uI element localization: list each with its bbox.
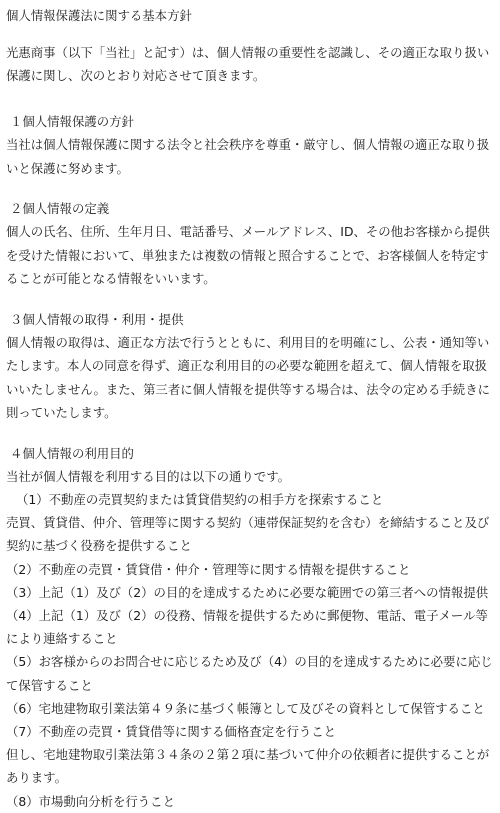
purpose-item: （4）上記（1）及び（2）の役務、情報を提供するために郵便物、電話、電子メール等により連絡すること (6, 608, 488, 647)
document-title: 個人情報保護法に関する基本方針 (6, 8, 192, 23)
section-body: 個人情報の取得は、適正な方法で行うとともに、利用目的を明確にし、公表・通知等いたします。本人の同意を得ず、適正な利用目的の必要な範囲を超えて、個人情報を取扱いいたしません。また、第三者に個人情報を提供等する場合は、法令の定める手続きに則っていたします。 (6, 334, 490, 420)
purpose-item: （2）不動産の売買・賃貸借・仲介・管理等に関する情報を提供すること (6, 561, 411, 577)
intro-paragraph: 光惠商事（以下「当社」と記す）は、個人情報の重要性を認識し、その適正な取り扱い保護に関し、次のとおり対応させて頂きます。 (6, 45, 490, 83)
purpose-item: （5）お客様からのお問合せに応じるため及び（4）の目的を達成するために必要に応じて保管すること (6, 654, 493, 693)
purpose-item: 売買、賃貸借、仲介、管理等に関する契約（連帯保証契約を含む）を締結すること及び契約に基づく役務を提供すること (6, 515, 490, 554)
section-definition (6, 198, 494, 291)
section-acquisition (6, 309, 494, 425)
section-heading: ２個人情報の定義 (10, 201, 110, 216)
section-body: 当社が個人情報を利用する目的は以下の通りです。 (6, 468, 290, 484)
purpose-item: （6）宅地建物取引業法第４９条に基づく帳簿として及びその資料として保管すること (6, 700, 485, 716)
section-heading: ４個人情報の利用目的 (10, 445, 134, 461)
purpose-item: （1）不動産の売買契約または賃貸借契約の相手方を探索すること (16, 492, 384, 507)
purpose-item: （3）上記（1）及び（2）の目的を達成するために必要な範囲での第三者への情報提供 (6, 584, 489, 600)
section-policy (6, 111, 494, 180)
purpose-item: （8）市場動向分析を行うこと (6, 793, 175, 809)
purpose-item: 但し、宅地建物取引業法第３４条の２第２項に基づいて仲介の依頼者に提供することがあります。 (6, 747, 490, 786)
section-heading: １個人情報保護の方針 (10, 114, 134, 129)
section-body: 当社は個人情報保護に関する法令と社会秩序を尊重・厳守し、個人情報の適正な取り扱いと保護に努めます。 (6, 137, 490, 176)
section-heading: ３個人情報の取得・利用・提供 (10, 311, 184, 327)
section-purpose (6, 443, 494, 813)
purpose-item: （7）不動産の売買・賃貸借等に関する価格査定を行うこと (6, 724, 337, 740)
section-body: 個人の氏名、住所、生年月日、電話番号、メールアドレス、ID、その他お客様から提供を受けた情報において、単独または複数の情報と照合することで、お客様個人を特定することが可能となる情報をいいます。 (6, 224, 490, 286)
